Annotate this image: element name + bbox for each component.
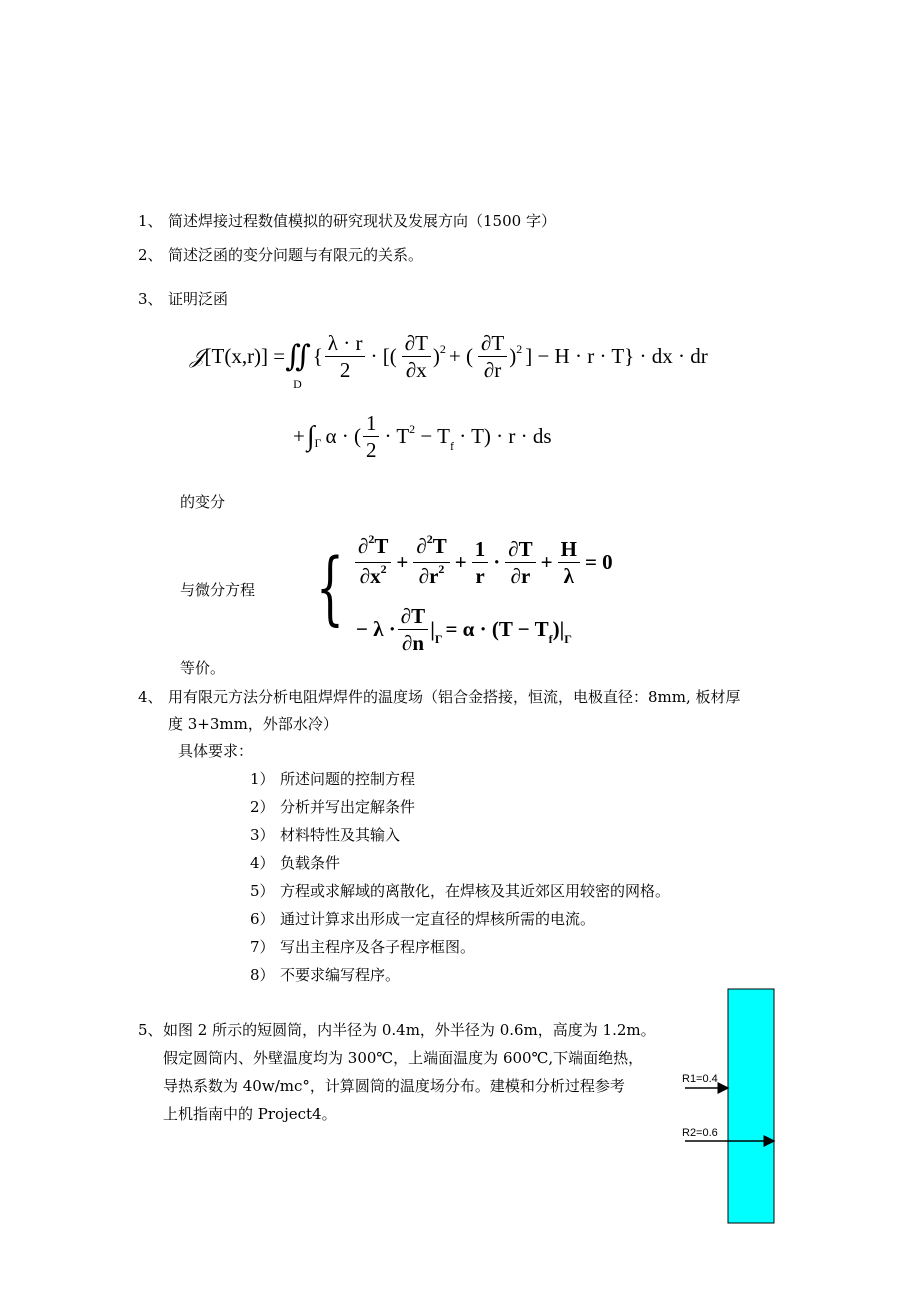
equivalence-label: 等价。 xyxy=(180,659,226,677)
req-item-4-text: 负载条件 xyxy=(280,854,341,872)
q5-line4: 上机指南中的 Project4。 xyxy=(163,1105,337,1123)
req-item-3-text: 材料特性及其输入 xyxy=(280,826,401,844)
req-item-5-text: 方程或求解域的离散化，在焊核及其近郊区用较密的网格。 xyxy=(280,882,671,900)
variation-label: 的变分 xyxy=(180,493,226,511)
boundary-condition: − λ · $\frac{\partial T}{\partial n}$ $|_\Gamma$ = $\alpha \cdot (T - T_f)|_\Gamma$ xyxy=(356,604,572,655)
q2-text: 简述泛函的变分问题与有限元的关系。 xyxy=(168,246,424,264)
cylinder-figure xyxy=(675,985,785,1230)
functional-formula-line1: 𝒥 [T(x,r)] = ∬ D { $\frac{\lambda \cdot r}{2}$ · [( $\frac{\partial T}{\partial x}$ )$^2$ + ( $\frac{\partial T}{\partial r}$ )$^2$ ] − H · r · T} · dx · dr xyxy=(190,331,708,391)
q5-number: 5、 xyxy=(138,1021,163,1039)
equation-brace: { xyxy=(316,541,344,634)
req-item-1-number: 1） xyxy=(250,770,275,788)
req-item-7-text: 写出主程序及各子程序框图。 xyxy=(280,938,476,956)
req-item-5-number: 5） xyxy=(250,882,275,900)
r1-label: R1=0.4 xyxy=(682,1073,718,1085)
req-item-4-number: 4） xyxy=(250,854,275,872)
req-item-1-text: 所述问题的控制方程 xyxy=(280,770,416,788)
q5-line1: 如图 2 所示的短圆筒，内半径为 0.4m，外半径为 0.6m，高度为 1.2m。 xyxy=(163,1021,656,1039)
req-item-2-number: 2） xyxy=(250,798,275,816)
req-item-6-number: 6） xyxy=(250,910,275,928)
q3-text: 证明泛函 xyxy=(168,290,229,308)
q4-number: 4、 xyxy=(138,688,163,706)
differential-equation-1: $\frac{\partial^2T}{\partial x^2}$ + $\frac{\partial^2T}{\partial r^2}$ + $\frac{1}{r}$ · $\frac{\partial T}{\partial r}$ + $\frac{H}{\lambda}$ = 0 xyxy=(353,533,616,592)
q4-line2: 度 3+3mm，外部水冷） xyxy=(168,715,338,733)
req-item-2-text: 分析并写出定解条件 xyxy=(280,798,416,816)
q1-text: 简述焊接过程数值模拟的研究现状及发展方向（1500 字） xyxy=(168,212,556,230)
req-item-3-number: 3） xyxy=(250,826,275,844)
q4-line1: 用有限元方法分析电阻焊焊件的温度场（铝合金搭接，恒流，电极直径：8mm, 板材厚 xyxy=(168,688,741,706)
req-item-7-number: 7） xyxy=(250,938,275,956)
q3-number: 3、 xyxy=(138,290,163,308)
cylinder-wall xyxy=(728,989,774,1223)
q5-line2: 假定圆筒内、外壁温度均为 300℃，上端面温度为 600℃,下端面绝热， xyxy=(163,1049,644,1067)
r2-label: R2=0.6 xyxy=(682,1127,718,1139)
q5-line3: 导热系数为 40w/mc°，计算圆筒的温度场分布。建模和分析过程参考 xyxy=(163,1077,625,1095)
req-item-8-number: 8） xyxy=(250,966,275,984)
functional-formula-line2: + ∫ Γ α · ( $\frac{1}{2}$ · $T^2 - T_f \cdot T) \cdot r$ · ds xyxy=(293,411,552,462)
differential-equation-label: 与微分方程 xyxy=(180,581,256,599)
q2-number: 2、 xyxy=(138,246,163,264)
requirements-title: 具体要求： xyxy=(178,742,254,760)
q1-number: 1、 xyxy=(138,212,163,230)
req-item-6-text: 通过计算求出形成一定直径的焊核所需的电流。 xyxy=(280,910,596,928)
req-item-8-text: 不要求编写程序。 xyxy=(280,966,401,984)
